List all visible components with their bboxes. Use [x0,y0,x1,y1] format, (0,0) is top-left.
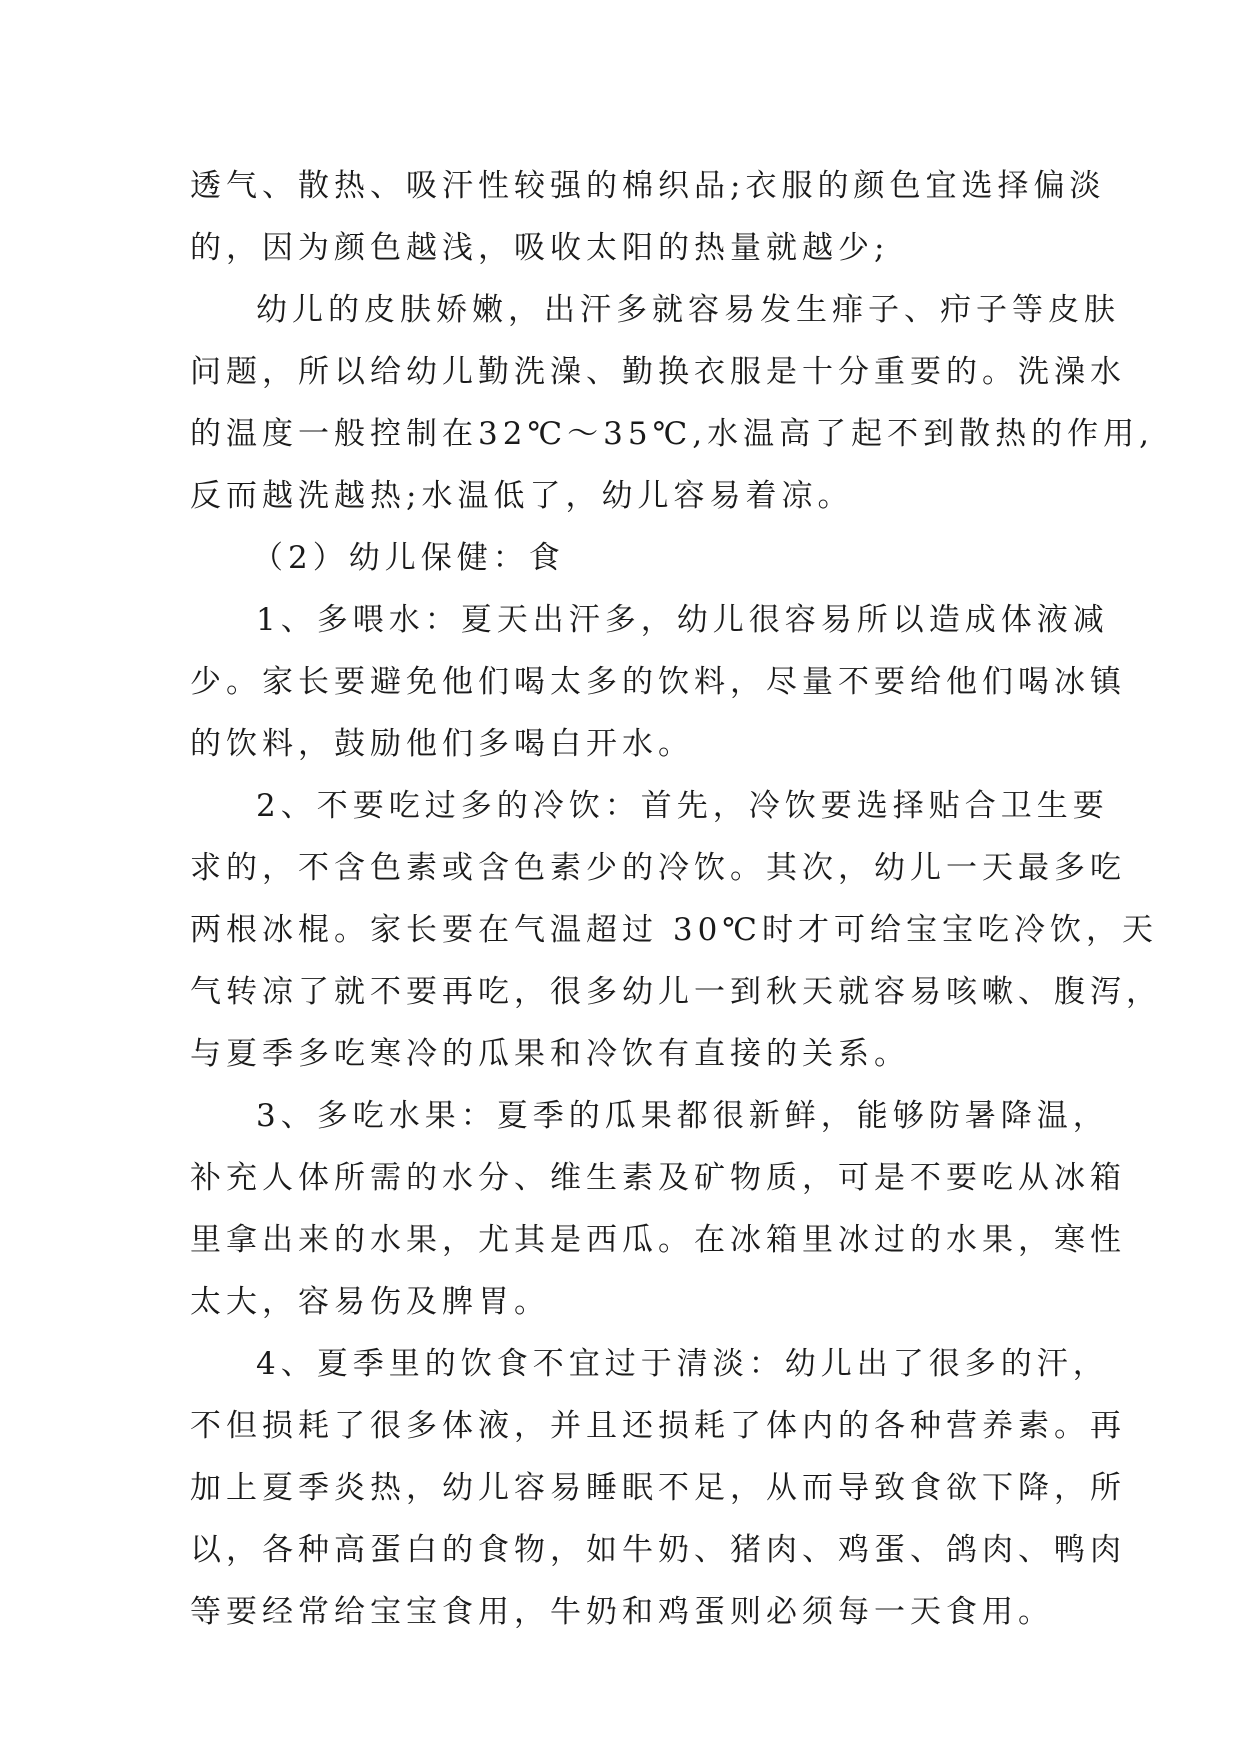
paragraph-first-line: 幼儿的皮肤娇嫩，出汗多就容易发生痱子、疖子等皮肤 [256,292,1120,328]
section-heading: （2）幼儿保健：食 [252,540,565,576]
text-line: 气转凉了就不要再吃，很多幼儿一到秋天就容易咳嗽、腹泻， [190,974,1162,1010]
text-line: 加上夏季炎热，幼儿容易睡眠不足，从而导致食欲下降，所 [190,1470,1126,1506]
text-line: 补充人体所需的水分、维生素及矿物质，可是不要吃从冰箱 [190,1160,1126,1196]
text-line: 以，各种高蛋白的食物，如牛奶、猪肉、鸡蛋、鸽肉、鸭肉 [190,1532,1126,1568]
text-line: 两根冰棍。家长要在气温超过 30℃时才可给宝宝吃冷饮，天 [190,912,1158,948]
paragraph-first-line: 3、多吃水果：夏季的瓜果都很新鲜，能够防暑降温， [256,1098,1109,1134]
text-line: 等要经常给宝宝食用，牛奶和鸡蛋则必须每一天食用。 [190,1594,1054,1630]
text-line: 的温度一般控制在32℃～35℃,水温高了起不到散热的作用, [190,416,1154,452]
text-line: 不但损耗了很多体液，并且还损耗了体内的各种营养素。再 [190,1408,1126,1444]
text-line: 反而越洗越热;水温低了，幼儿容易着凉。 [190,478,854,514]
paragraph-first-line: 1、多喂水：夏天出汗多，幼儿很容易所以造成体液减 [256,602,1109,638]
text-line: 的饮料，鼓励他们多喝白开水。 [190,726,694,762]
text-line: 透气、散热、吸汗性较强的棉织品;衣服的颜色宜选择偏淡 [190,168,1106,204]
paragraph-first-line: 2、不要吃过多的冷饮：首先，冷饮要选择贴合卫生要 [256,788,1109,824]
text-line: 问题，所以给幼儿勤洗澡、勤换衣服是十分重要的。洗澡水 [190,354,1126,390]
text-line: 的，因为颜色越浅，吸收太阳的热量就越少; [190,230,890,266]
document-page [190,155,1162,1643]
text-line: 里拿出来的水果，尤其是西瓜。在冰箱里冰过的水果，寒性 [190,1222,1126,1258]
paragraph-first-line: 4、夏季里的饮食不宜过于清淡：幼儿出了很多的汗， [256,1346,1109,1382]
text-line: 求的，不含色素或含色素少的冷饮。其次，幼儿一天最多吃 [190,850,1126,886]
text-line: 太大，容易伤及脾胃。 [190,1284,550,1320]
text-line: 少。家长要避免他们喝太多的饮料，尽量不要给他们喝冰镇 [190,664,1126,700]
text-line: 与夏季多吃寒冷的瓜果和冷饮有直接的关系。 [190,1036,910,1072]
